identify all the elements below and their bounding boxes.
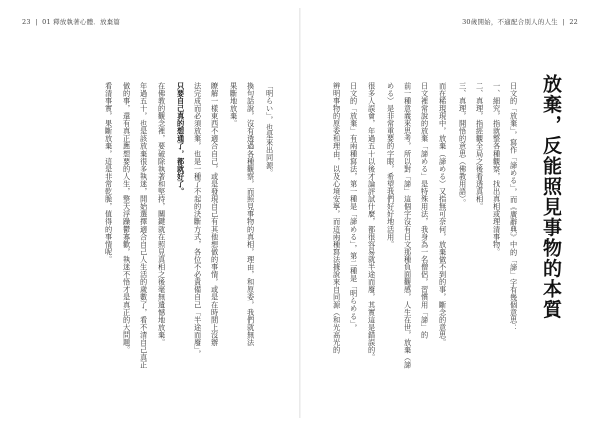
right-paragraph-4: 三、真理，開悟的意思（佛教用語）。 (458, 82, 468, 207)
right-running-title: 30歲開始，不適配合別人的人生 (462, 18, 558, 26)
right-paragraph-3: 二、真理，指經觀全局之後看透真相。 (475, 82, 485, 211)
left-page-number: 23 (22, 18, 31, 26)
left-paragraph-1: 「明らい」，也是來出同源。 (265, 82, 275, 177)
right-paragraph-11: 辨明事物的原委和理由，以及心境安寧，而這兩種寫法據說來自同源（和光高光的 (332, 82, 342, 354)
left-page-header: 23 | 01 釋放執著心體．放棄篇 (22, 18, 121, 26)
left-paragraph-4: 瞭解一樣東西不適合自己，或是發現自己有其他想做的事情，或是在時間上沒辦 (210, 82, 220, 347)
book-gutter (299, 8, 301, 418)
left-running-title: 01 釋放執著心體．放棄篇 (42, 18, 121, 26)
left-paragraph-6-emphasis: 只要自己真的想通了，都就好了。 (176, 82, 186, 196)
right-paragraph-9: 很多人誤會，年過五十以後才論評試什麼，都很容易就半途而廢，其實這是錯誤的。 (367, 82, 377, 362)
chapter-title: 放棄，反能照見事物的本質 (540, 74, 562, 320)
right-paragraph-1: 日文的「放棄」，寫作「諦める」，而《廣辭典》中的「諦」字有幾個意思： (509, 82, 519, 332)
right-page-number: 22 (569, 18, 578, 26)
left-paragraph-2: 換句話說，沒有透過各種觀察，而照見事物的真相，理由，和原委，我們就無法 (246, 82, 256, 347)
right-paragraph-7: 前一種意義來思考，所以對「諦」這個字沒有日文那種負面觀感，人生在世，放棄（諦 (403, 82, 413, 369)
left-paragraph-9: 做的事，還有真正應想要的人生，整天浮躁鬱寡歡，執迷不悟才是真正的大問題。 (122, 82, 132, 354)
right-page-header: 30歲開始，不適配合別人的人生 | 22 (462, 18, 578, 26)
right-paragraph-10: 日文的「放棄」有兩種寫法，第一種是「諦める」，第二種是「明らめる」， (349, 82, 359, 332)
left-paragraph-7: 在佛教的觀念裡，要破除執著和堅持，關鍵就在照見真相之後毫無遺憾地放棄。 (157, 82, 167, 347)
left-paragraph-3: 果斷地放棄。 (229, 82, 239, 128)
right-paragraph-6: 日文裡常說的放棄「諦める」是特殊用法，我身為一名僧侶，習慣用「諦」的 (420, 82, 430, 339)
right-paragraph-5: 而在稀現現中，放棄（諦める）又指無可奈何，放棄做不到的事，斷念的意思。 (438, 82, 448, 347)
right-paragraph-2: 一、細究，指就整各種觀察，找出真相或理清事物。 (492, 82, 502, 256)
left-paragraph-8: 年過五十，也是該放棄很多執迷，開始選擇適合自己人生活的歲數了，看不清自己真正 (139, 82, 149, 369)
right-paragraph-8: める）是非常重要的字眼，希望我們好好地活用。 (386, 82, 396, 249)
left-paragraph-5: 法完成而必須放棄，也是一種了不起的決斷方式，各位不必責備自己「半途而廢」， (193, 82, 203, 358)
left-paragraph-10: 看清事實，果斷放棄，這是非常乾脆，值得的事情呢。 (104, 82, 114, 264)
